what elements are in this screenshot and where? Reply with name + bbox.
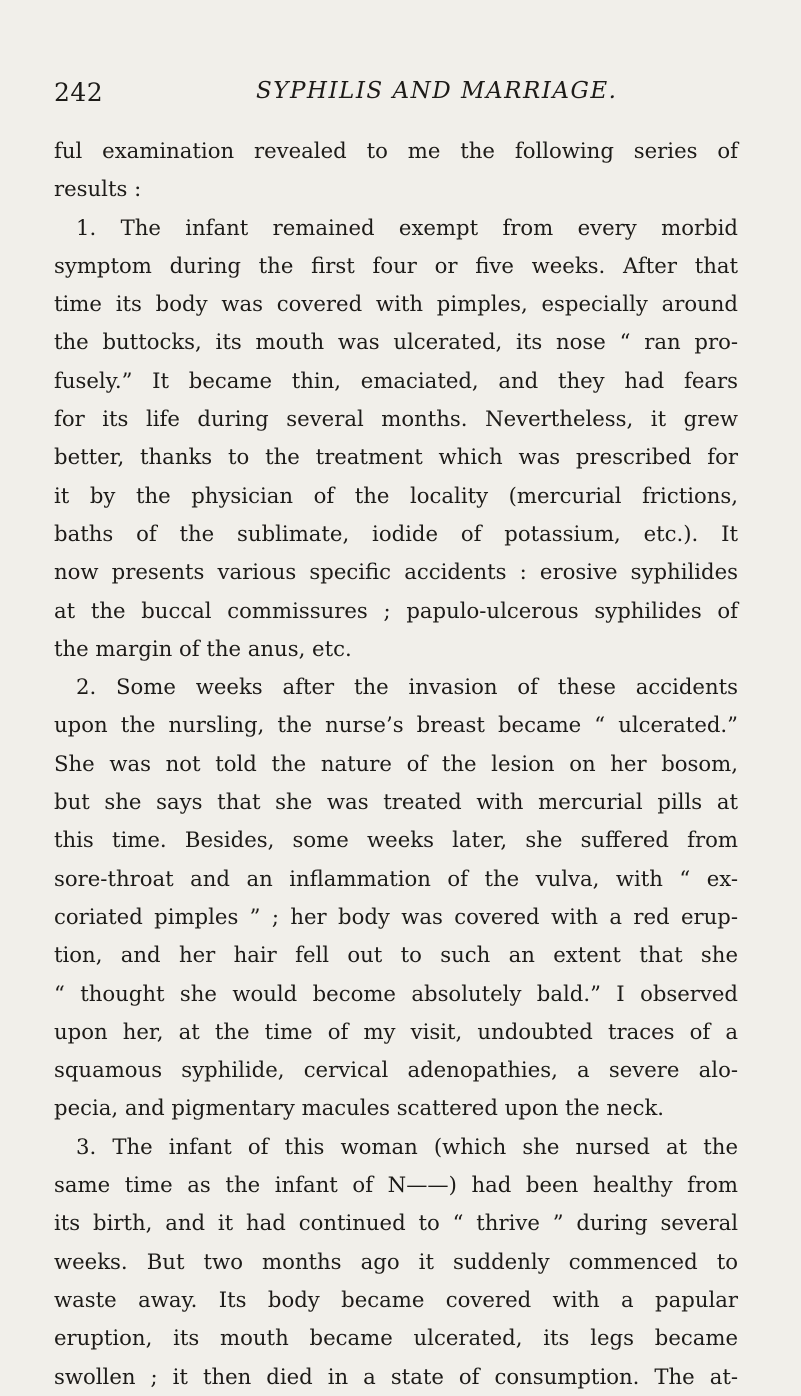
text-line: 1. The infant remained exempt from every morbid (76, 214, 738, 240)
text-line: waste away. Its body became covered with a papular (54, 1286, 738, 1312)
text-line: for its life during several months. Nevertheless, it grew (54, 406, 738, 432)
text-line: same time as the infant of N——) had been healthy from (54, 1172, 738, 1198)
text-line: squamous syphilide, cervical adenopathies, a severe alo- (54, 1057, 738, 1083)
text-line: fusely.” It became thin, emaciated, and they had fears (54, 367, 738, 393)
text-line: symptom during the first four or five weeks. After that (54, 252, 738, 278)
text-line: swollen ; it then died in a state of consumption. The at- (54, 1363, 738, 1389)
text-line: now presents various specific accidents : erosive syphilides (54, 559, 738, 585)
text-line: but she says that she was treated with mercurial pills at (54, 789, 738, 815)
text-line: the buttocks, its mouth was ulcerated, its nose “ ran pro- (54, 329, 738, 355)
text-line: She was not told the nature of the lesion on her bosom, (54, 750, 738, 776)
text-line: sore-throat and an inflammation of the vulva, with “ ex- (54, 865, 738, 891)
text-line: upon the nursling, the nurse’s breast became “ ulcerated.” (54, 712, 738, 738)
text-line: time its body was covered with pimples, especially around (54, 291, 738, 317)
text-line: the margin of the anus, etc. (54, 635, 352, 661)
text-line: 3. The infant of this woman (which she nursed at the (76, 1133, 738, 1159)
text-line: at the buccal commissures ; papulo-ulcerous syphilides of (54, 597, 738, 623)
text-line: ful examination revealed to me the following series of (54, 138, 738, 163)
text-line: results : (54, 176, 142, 202)
text-line: eruption, its mouth became ulcerated, its legs became (54, 1325, 738, 1351)
body-text (54, 132, 738, 1396)
text-line: weeks. But two months ago it suddenly commenced to (54, 1248, 738, 1274)
text-line: pecia, and pigmentary macules scattered upon the neck. (54, 1095, 665, 1121)
text-line: tion, and her hair fell out to such an extent that she (54, 942, 738, 968)
text-line: it by the physician of the locality (mercurial frictions, (54, 482, 738, 508)
text-line: baths of the sublimate, iodide of potassium, etc.). It (54, 520, 738, 546)
text-line: 2. Some weeks after the invasion of these accidents (76, 674, 738, 700)
text-line: its birth, and it had continued to “ thrive ” during several (54, 1210, 738, 1236)
text-line: “ thought she would become absolutely bald.” I observed (54, 980, 738, 1006)
text-line: coriated pimples ” ; her body was covered with a red erup- (54, 903, 738, 929)
text-line: better, thanks to the treatment which was prescribed for (54, 444, 738, 470)
text-line: upon her, at the time of my visit, undoubted traces of a (54, 1018, 738, 1044)
page-number: 242 (54, 78, 104, 107)
page-header (54, 78, 754, 112)
text-line: this time. Besides, some weeks later, she suffered from (54, 827, 738, 853)
running-title: SYPHILIS AND MARRIAGE. (256, 78, 618, 104)
